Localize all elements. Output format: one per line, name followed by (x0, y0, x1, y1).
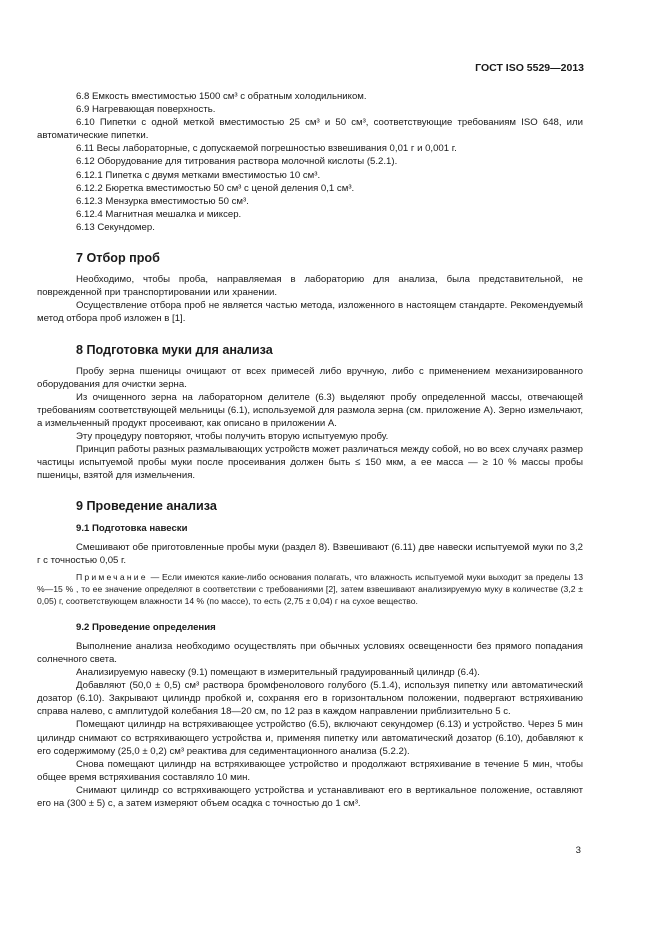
standard-header: ГОСТ ISO 5529—2013 (475, 62, 584, 74)
subsection-9-1-heading: 9.1 Подготовка навески (76, 522, 188, 534)
note-text: — Если имеются какие-либо основания полагать, что влажность испытуемой муки выходит за пределы 13 %—15 % , то ее значение определяют в соответствии с требованиями [2], затем взвешивают анализируемую муку в количестве (3,2 ± 0,05) г, соответствующем влажности 14 % (по массе), то есть (2,75 ± 0,04) г на сухое вещество. (37, 571, 583, 606)
list-item: 6.12.4 Магнитная мешалка и миксер. (76, 208, 242, 220)
paragraph: Пробу зерна пшеницы очищают от всех примесей либо вручную, либо с применением механизированного оборудования для очистки зерна. (37, 365, 583, 390)
list-item: 6.13 Секундомер. (76, 221, 155, 233)
paragraph: Помещают цилиндр на встряхивающее устройство (6.5), включают секундомер (6.13) и устройство. Через 5 мин цилиндр снимают со встряхивающего устройства и, применяя пипетку или автоматический дозатор (6.10), добавляют к его содержимому (25,0 ± 0,2) см³ реактива для седиментационного анализа (5.2.2). (37, 719, 583, 757)
list-item: 6.9 Нагревающая поверхность. (76, 104, 216, 116)
list-item: 6.8 Емкость вместимостью 1500 см³ с обратным холодильником. (76, 91, 367, 102)
list-item: 6.12 Оборудование для титрования раствора молочной кислоты (5.2.1). (76, 156, 398, 168)
paragraph: Анализируемую навеску (9.1) помещают в измерительный градуированный цилиндр (6.4). (76, 667, 480, 679)
list-item: 6.12.3 Мензурка вместимостью 50 см³. (76, 195, 249, 207)
section-8-heading: 8 Подготовка муки для анализа (76, 342, 273, 357)
subsection-9-2-heading: 9.2 Проведение определения (76, 621, 216, 633)
paragraph: Добавляют (50,0 ± 0,5) см³ раствора бромфенолового голубого (5.1.4), используя пипетку или автоматический дозатор (6.10). Закрывают цилиндр пробкой и, сохраняя его в горизонтальном положении, подвергают встряхиванию справа налево, с амплитудой колебания 18—20 см, по 12 раз в каждом направлении приблизительно 5 с. (37, 680, 583, 718)
section-9-heading: 9 Проведение анализа (76, 499, 217, 514)
list-item: 6.11 Весы лабораторные, с допускаемой погрешностью взвешивания 0,01 г и 0,001 г. (76, 143, 457, 155)
paragraph: Принцип работы разных размалывающих устройств может различаться между собой, но во всех случаях размер частицы испытуемой пробы муки после просеивания должен быть ≤ 150 мкм, а ее масса — ≥ 10 % массы пробы пшеницы, взятой для измельчения. (37, 444, 583, 482)
page-number: 3 (575, 845, 581, 856)
paragraph: Из очищенного зерна на лабораторном делителе (6.3) выделяют пробу определенной массы, отвечающей требованиям соответствующей мельницы (6.1), используемой для размола зерна (см. приложение А). Зерно измельчают, а измельченный продукт просеивают, как описано в приложении А. (37, 391, 583, 429)
paragraph: Эту процедуру повторяют, чтобы получить вторую испытуемую пробу. (76, 431, 389, 443)
note-label: Примечание (76, 571, 148, 582)
section-7-heading: 7 Отбор проб (76, 251, 160, 266)
document-body (37, 90, 583, 810)
note (37, 571, 583, 607)
list-item: 6.12.2 Бюретка вместимостью 50 см³ с ценой деления 0,1 см³. (76, 182, 355, 194)
paragraph: Снимают цилиндр со встряхивающего устройства и устанавливают его в вертикальное положение, оставляют его на (300 ± 5) с, а затем измеряют объем осадка с точностью до 1 см³. (37, 784, 583, 810)
equipment-list (37, 90, 583, 234)
paragraph: Необходимо, чтобы проба, направляемая в лабораторию для анализа, была представительной, не поврежденной при транспортировании или хранении. (37, 274, 583, 299)
list-item: 6.10 Пипетки с одной меткой вместимостью 25 см³ и 50 см³, соответствующие требованиям ISO 648, или автоматические пипетки. (37, 117, 583, 142)
paragraph: Выполнение анализа необходимо осуществлять при обычных условиях освещенности без прямого попадания солнечного света. (37, 640, 583, 665)
list-item: 6.12.1 Пипетка с двумя метками вместимостью 10 см³. (76, 169, 321, 181)
paragraph: Снова помещают цилиндр на встряхивающее устройство и продолжают встряхивание в течение 5 мин, чтобы общее время встряхивания составляло 10 мин. (37, 758, 583, 783)
paragraph: Смешивают обе приготовленные пробы муки (раздел 8). Взвешивают (6.11) две навески испытуемой муки по 3,2 г с точностью 0,05 г. (37, 541, 583, 566)
paragraph: Осуществление отбора проб не является частью метода, изложенного в настоящем стандарте. Рекомендуемый метод отбора проб изложен в [1]. (37, 300, 583, 325)
